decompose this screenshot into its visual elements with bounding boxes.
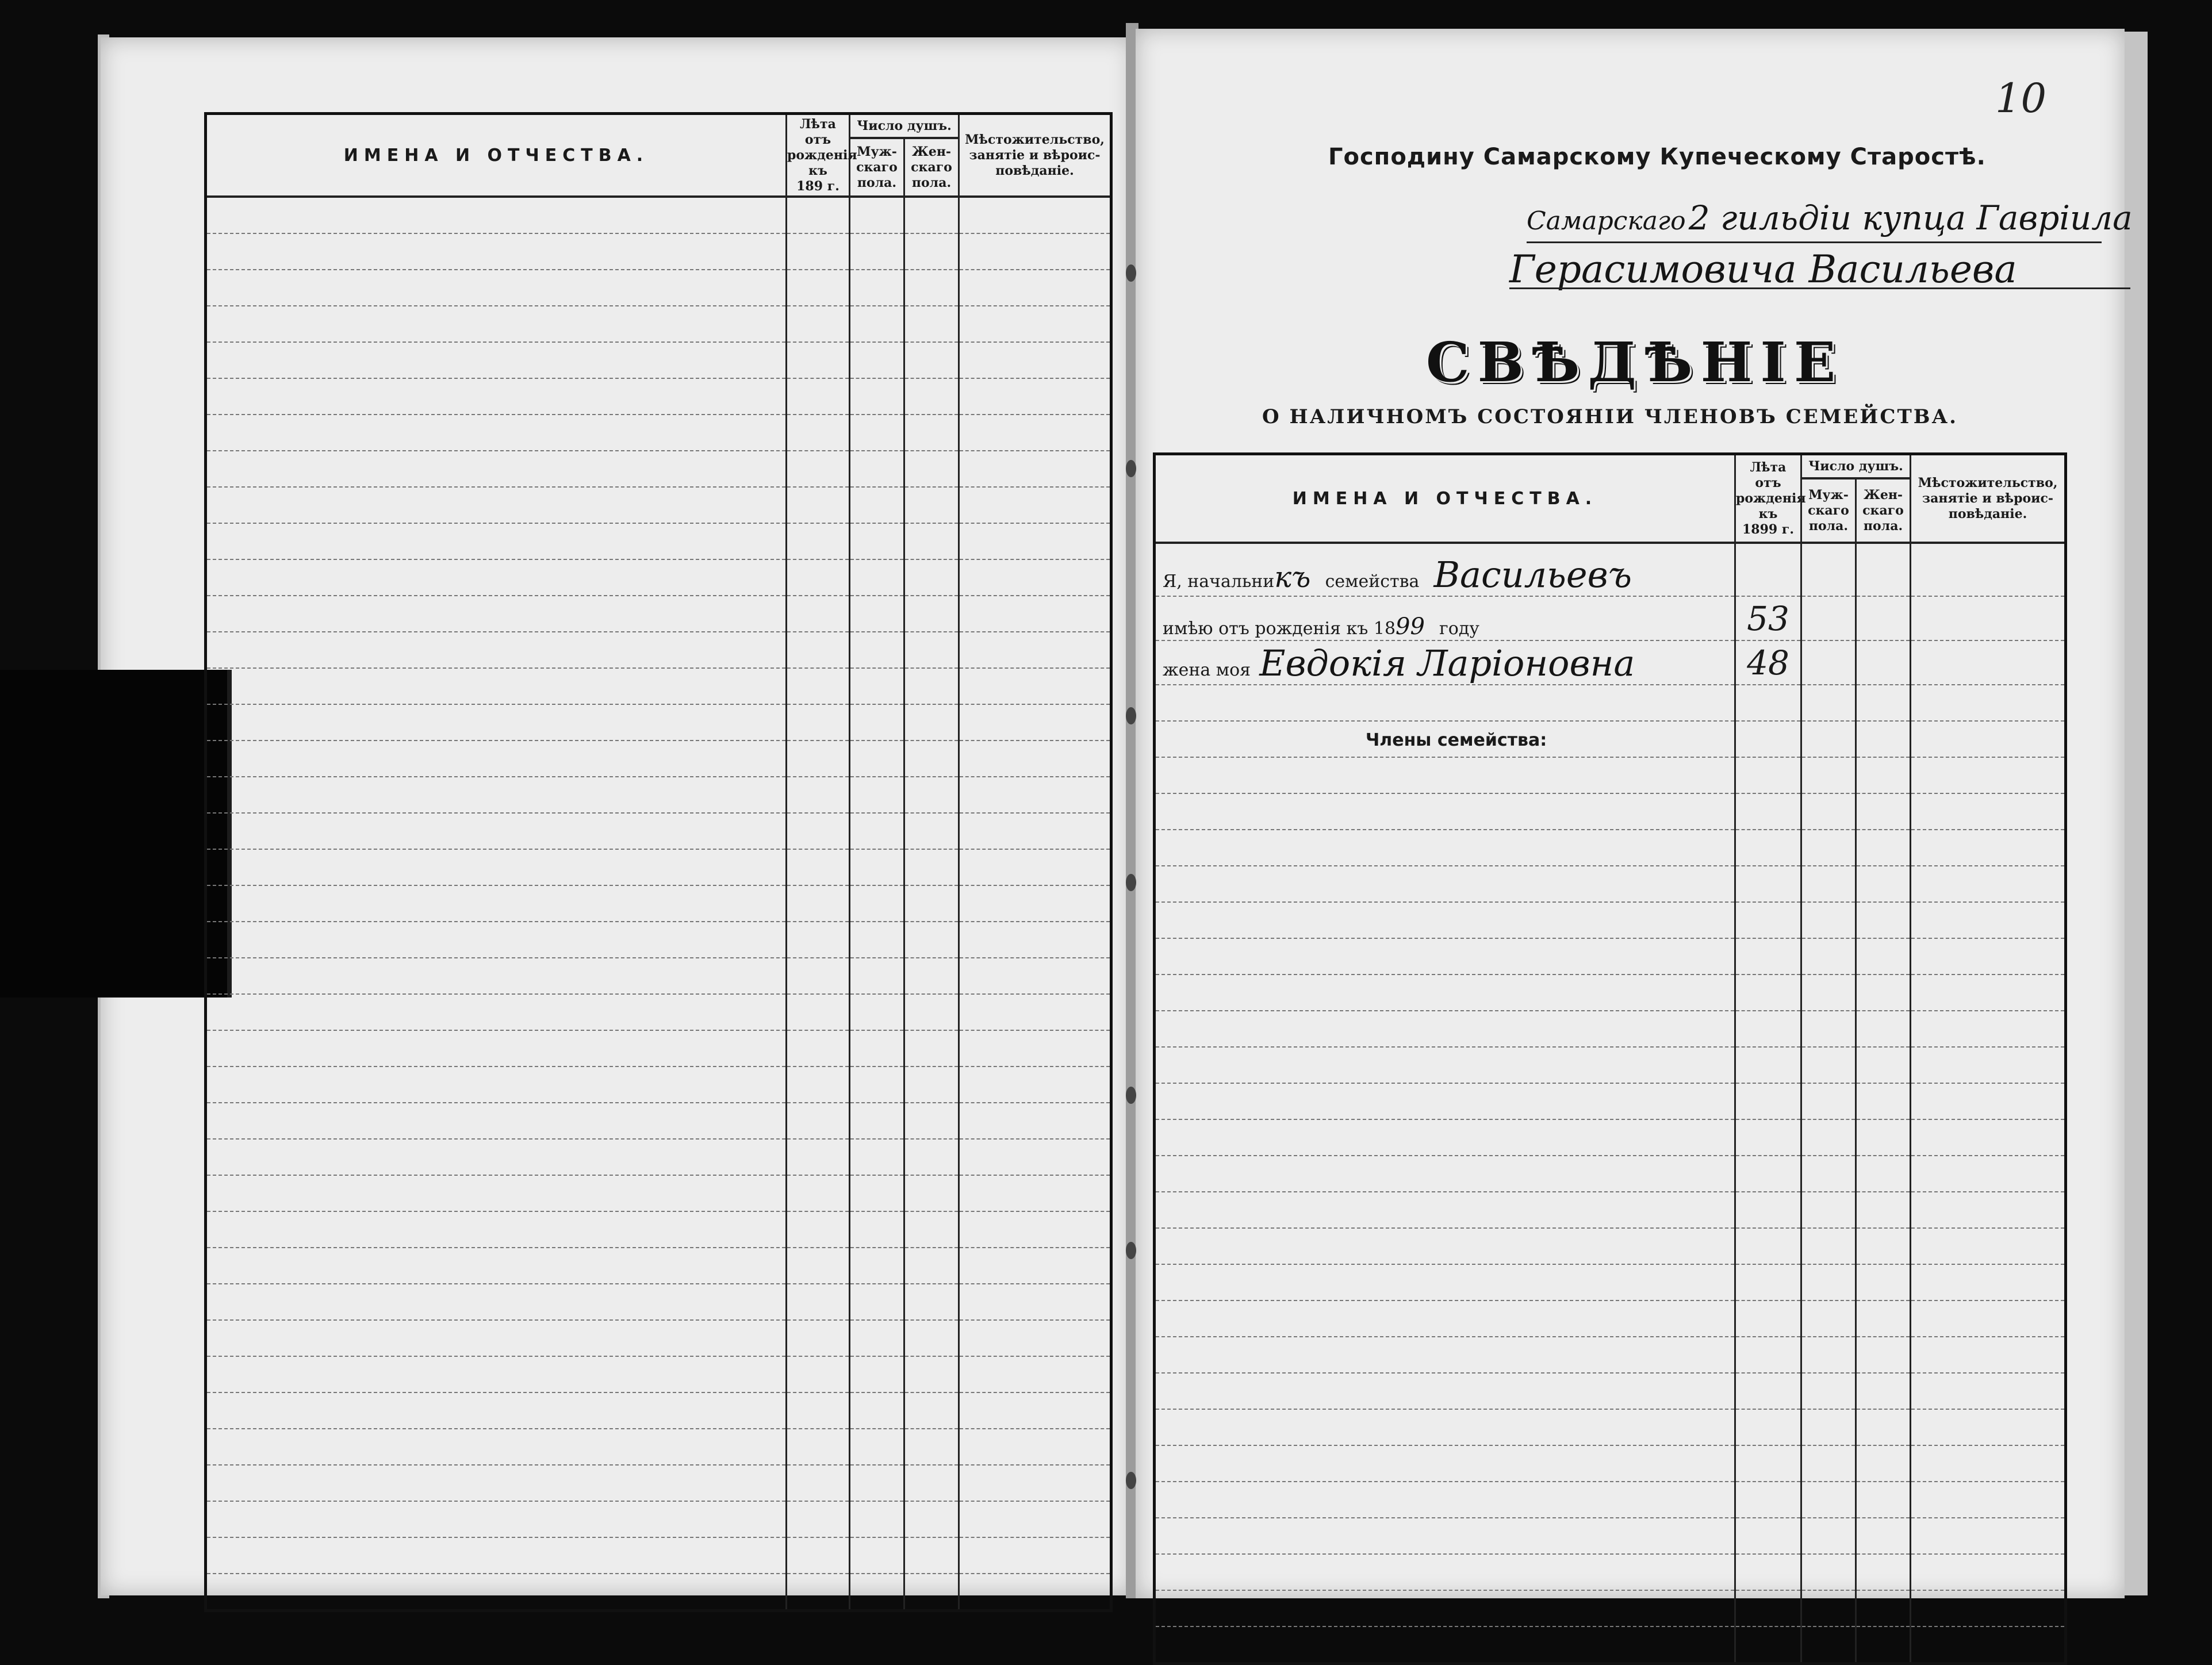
entry-row-age [1155,596,2066,640]
blank-row [206,523,1111,559]
male-header: Муж- скаго пола. [1801,478,1856,543]
blank-row [1155,685,2066,721]
blank-row [206,1139,1111,1175]
blank-row [1155,866,2066,902]
binding-stitch [1126,460,1136,477]
handwritten-suffix: къ [1274,561,1311,594]
male-header: Муж- скаго пола. [850,138,904,197]
blank-row [1155,938,2066,975]
age-header: Лѣта отъ рожденія къ 189 г. [787,114,850,197]
blank-row [206,741,1111,777]
blank-row [1155,1590,2066,1626]
wife-age-value: 48 [1735,640,1801,685]
female-header: Жен- скаго пола. [1856,478,1911,543]
right-family-table [1153,452,2067,1665]
blank-row [206,777,1111,813]
blank-row [206,632,1111,668]
binding-stitch [1126,1472,1136,1489]
document-subtitle: О НАЛИЧНОМЪ СОСТОЯНІИ ЧЛЕНОВЪ СЕМЕЙСТВА. [1262,405,1958,428]
blank-row [1155,902,2066,938]
souls-header: Число душъ. [850,114,959,139]
handwriting-rule [1527,241,2102,243]
blank-row [206,342,1111,378]
handwritten-year: 99 [1396,613,1425,640]
blank-row [206,1284,1111,1320]
names-header: ИМЕНА И ОТЧЕСТВА. [1155,454,1735,543]
blank-row [1155,1264,2066,1300]
blank-row [206,958,1111,994]
blank-row [1155,1047,2066,1083]
age-cell [1735,543,1801,596]
book-edge-right [2125,32,2148,1595]
blank-row [206,922,1111,958]
souls-header: Число душъ. [1801,454,1911,479]
binding-stitch [1126,1242,1136,1259]
blank-row [1155,1518,2066,1554]
blank-row [206,306,1111,342]
members-label: Члены семейства: [1366,730,1547,750]
blank-row [206,1574,1111,1611]
binder-clip [0,670,232,998]
blank-row [206,1320,1111,1356]
entry-head-cell: Я, начальникъ семейства Васильевъ [1155,543,1735,596]
blank-row [1155,793,2066,830]
blank-row [206,1537,1111,1574]
blank-row [206,197,1111,233]
blank-row [206,668,1111,704]
blank-row [1155,1119,2066,1156]
blank-row [1155,1083,2066,1119]
entry-row-head [1155,543,2066,596]
merchant-handwritten-2: Герасимовича Васильева [1509,247,2017,291]
blank-row [1155,1482,2066,1518]
binding-stitch [1126,1087,1136,1104]
blank-row [206,1356,1111,1392]
blank-row [206,885,1111,922]
document-title: СВѢДѢНІЕ [1426,331,1844,394]
blank-row [206,415,1111,451]
merchant-printed: Самарскаго [1527,206,1686,236]
blank-row [206,1030,1111,1066]
blank-row [206,704,1111,741]
handwritten-surname: Васильевъ [1433,554,1632,596]
blank-row [1155,1554,2066,1590]
blank-row [206,451,1111,487]
blank-row [1155,721,2066,757]
binding-stitch [1126,874,1136,891]
blank-row [1155,1011,2066,1047]
blank-row [206,849,1111,885]
blank-row [206,1211,1111,1248]
address-line: Господину Самарскому Купеческому Старостѣ. [1328,144,1986,170]
blank-row [206,1066,1111,1103]
blank-row [206,559,1111,596]
blank-row [206,378,1111,415]
blank-row [206,233,1111,270]
blank-row [206,1248,1111,1284]
binding-stitch [1126,707,1136,724]
merchant-handwritten-1: 2 гильдіи купца Гавріила [1688,198,2133,237]
blank-row [1155,1337,2066,1373]
blank-row [1155,830,2066,866]
blank-row [206,596,1111,632]
handwriting-rule [1509,287,2130,289]
entry-row-wife [1155,640,2066,685]
blank-row [1155,975,2066,1011]
blank-row [206,813,1111,849]
blank-row [1155,1300,2066,1337]
blank-row [1155,757,2066,793]
merchant-line-1 [1527,198,2133,237]
names-header: ИМЕНА И ОТЧЕСТВА. [206,114,787,197]
female-header: Жен- скаго пола. [904,138,959,197]
blank-row [1155,1192,2066,1228]
head-age-value: 53 [1735,596,1801,640]
binding-stitch [1126,264,1136,282]
blank-row [206,1465,1111,1501]
blank-row [206,270,1111,306]
blank-row [206,1175,1111,1211]
left-family-table [204,112,1113,1612]
blank-row [1155,1445,2066,1482]
blank-row [1155,1373,2066,1409]
entry-age-cell: имѣю отъ рожденія къ 1899 году [1155,596,1735,640]
folio-number: 10 [1995,75,2047,122]
blank-row [1155,1228,2066,1264]
handwritten-wife-name: Евдокія Ларіоновна [1259,642,1635,684]
blank-row [206,487,1111,523]
blank-row [206,1392,1111,1429]
entry-wife-cell: жена моя Евдокія Ларіоновна [1155,640,1735,685]
blank-row [206,1501,1111,1537]
blank-row [206,994,1111,1030]
blank-row [1155,1626,2066,1664]
blank-row [206,1429,1111,1465]
blank-row [206,1103,1111,1139]
age-header: Лѣта отъ рожденія къ 1899 г. [1735,454,1801,543]
residence-header: Мѣстожительство, занятіе и вѣроис- повѣданіе. [1911,454,2066,543]
blank-row [1155,1156,2066,1192]
blank-row [1155,1409,2066,1445]
residence-header: Мѣстожительство, занятіе и вѣроис- повѣданіе. [959,114,1111,197]
